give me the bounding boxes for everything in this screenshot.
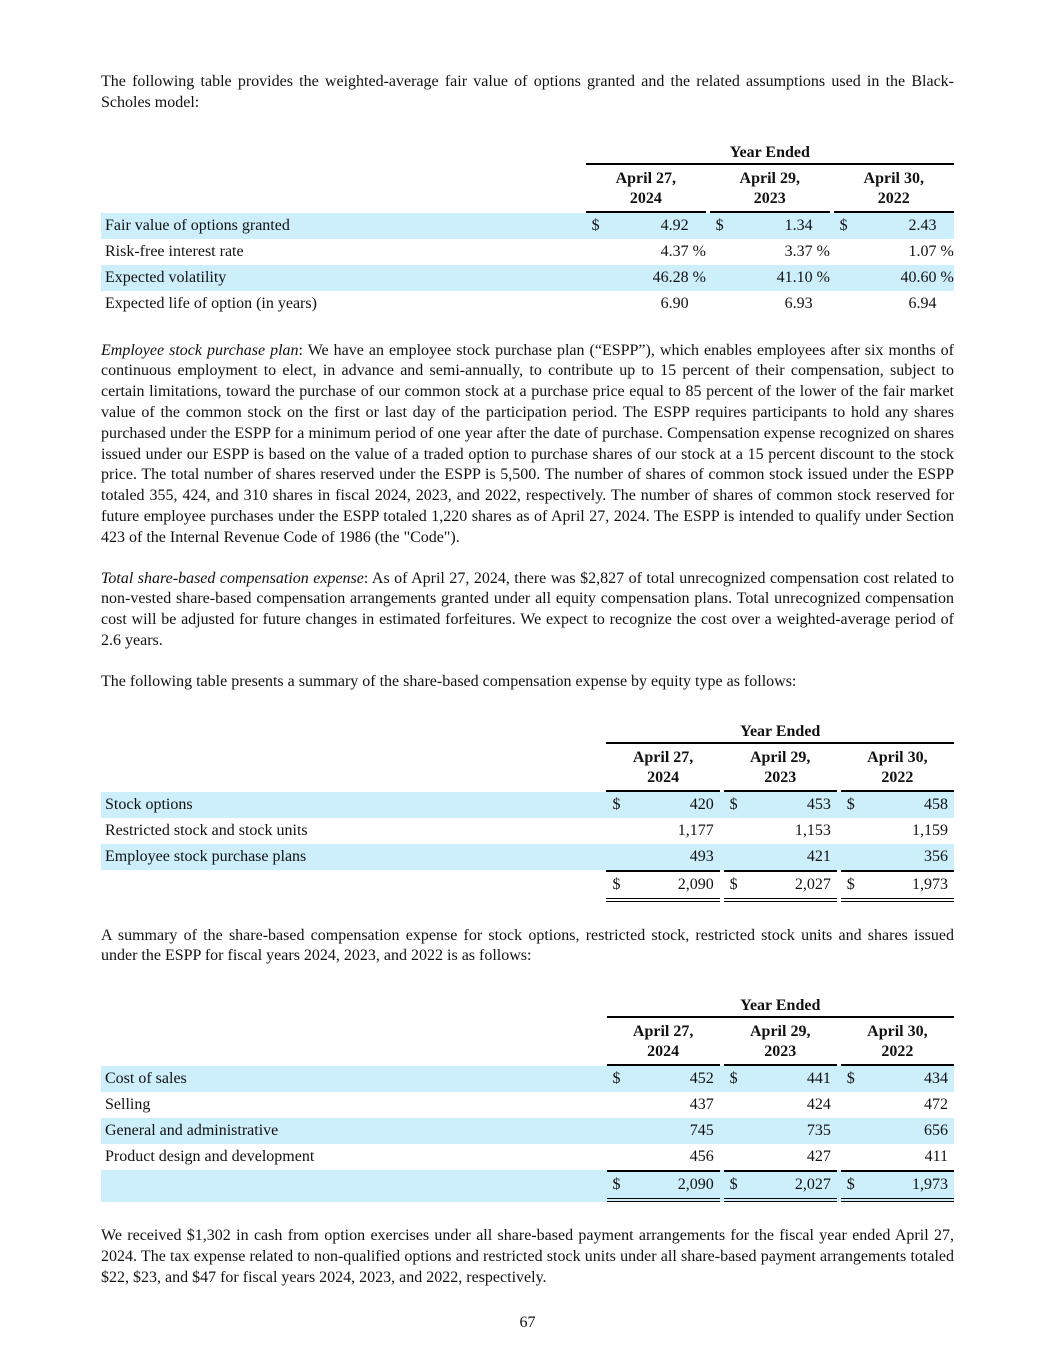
table-header-row (101, 719, 954, 744)
table-row: Expected volatility 46.28 % 41.10 % 40.60 % (101, 265, 954, 291)
table-row: Fair value of options granted $ 4.92 $ 1.34 $ 2.43 (101, 213, 954, 239)
column-header-2023: April 29, 2023 (710, 165, 830, 213)
espp-body: : We have an employee stock purchase plan (“ESPP”), which enables employees after six months of continuous employment to elect, in advance and semi-annually, to contribute up to 15 percent of their compensation, subject to certain limitations, toward the purchase of our common stock at a purchase price equal to 85 percent of the lower of the fair market value of the common stock on the first or last day of the participation period. The ESPP requires participants to hold any shares purchased under the ESPP for a minimum period of one year after the date of purchase. Compensation expense recognized on shares issued under our ESPP is based on the value of a traded option to purchase shares of our stock at a 15 percent discount to the stock price. The total number of shares reserved under the ESPP is 5,500. The number of shares of common stock issued under the ESPP totaled 355, 424, and 310 shares in fiscal 2024, 2023, and 2022, respectively. The number of shares of common stock reserved for future employee purchases under the ESPP totaled 1,220 shares as of April 27, 2024. The ESPP is intended to qualify under Section 423 of the Internal Revenue Code of 1986 (the "Code"). (101, 341, 954, 546)
table-row: Employee stock purchase plans 493 421 356 (101, 844, 954, 870)
year-ended-header: Year Ended (606, 719, 954, 744)
intro-black-scholes-paragraph: The following table provides the weighted-average fair value of options granted and the related assumptions used in the Black-Scholes model: (101, 73, 954, 111)
column-header-2024: April 27, 2024 (586, 165, 706, 213)
year-ended-header: Year Ended (586, 140, 954, 165)
table-header-row (101, 1018, 954, 1066)
table-total-row: $ 2,090 $ 2,027 $ 1,973 (101, 1170, 954, 1202)
function-table (101, 993, 954, 1202)
table-row: Risk-free interest rate 4.37 % 3.37 % 1.07 % (105, 242, 954, 260)
column-header-2023: April 29, 2023 (724, 1018, 837, 1066)
table-header-row (101, 993, 954, 1018)
table-row: Product design and development 456 427 411 (105, 1148, 948, 1166)
intro-equity-type-paragraph: The following table presents a summary of the share-based compensation expense by equity type as follows: (101, 672, 797, 690)
column-header-2022: April 30, 2022 (834, 165, 954, 213)
page-number: 67 (519, 1314, 536, 1331)
total-compensation-body: : As of April 27, 2024, there was $2,827 of total unrecognized compensation cost related to non-vested share-based compensation arrangements granted under all equity compensation plans. Total unrecognized compensation cost will be adjusted for future changes in estimated forfeitures. We expect to recognize the cost over a weighted-average period of 2.6 years. (101, 569, 954, 649)
year-ended-header: Year Ended (607, 993, 954, 1018)
table-row: Restricted stock and stock units 1,177 1,153 1,159 (105, 821, 948, 839)
column-header-2024: April 27, 2024 (607, 1018, 720, 1066)
column-header-2022: April 30, 2022 (841, 744, 954, 792)
black-scholes-table (101, 140, 954, 317)
total-compensation-lead: Total share-based compensation expense (101, 569, 364, 587)
table-row: General and administrative 745 735 656 (101, 1118, 954, 1144)
column-header-2023: April 29, 2023 (724, 744, 837, 792)
table-row: Cost of sales $ 452 $ 441 $ 434 (101, 1066, 954, 1092)
table-header-row (101, 140, 954, 165)
column-header-2022: April 30, 2022 (841, 1018, 954, 1066)
closing-paragraph: We received $1,302 in cash from option exercises under all share-based payment arrangements for the fiscal year ended April 27, 2024. The tax expense related to non-qualified options and restricted stock units under all share-based payment arrangements totaled $22, $23, and $47 for fiscal years 2024, 2023, and 2022, respectively. (101, 1227, 954, 1286)
table-row: Selling 437 424 472 (105, 1096, 948, 1114)
total-compensation-paragraph (101, 569, 954, 652)
intro-function-paragraph: A summary of the share-based compensation expense for stock options, restricted stock, restricted stock units and shares issued under the ESPP for fiscal years 2024, 2023, and 2022 is as follows: (101, 926, 954, 965)
table-header-row (101, 744, 954, 792)
table-header-row (101, 165, 954, 213)
espp-paragraph (101, 341, 954, 549)
column-header-2024: April 27, 2024 (606, 744, 719, 792)
equity-type-table (101, 719, 954, 902)
table-row: Expected life of option (in years) 6.90 6.93 6.94 (105, 294, 937, 312)
table-row: Stock options $ 420 $ 453 $ 458 (101, 792, 954, 818)
table-total-row: $ 2,090 $ 2,027 $ 1,973 (101, 870, 954, 902)
document-page (101, 72, 954, 1289)
espp-lead: Employee stock purchase plan (101, 341, 299, 359)
